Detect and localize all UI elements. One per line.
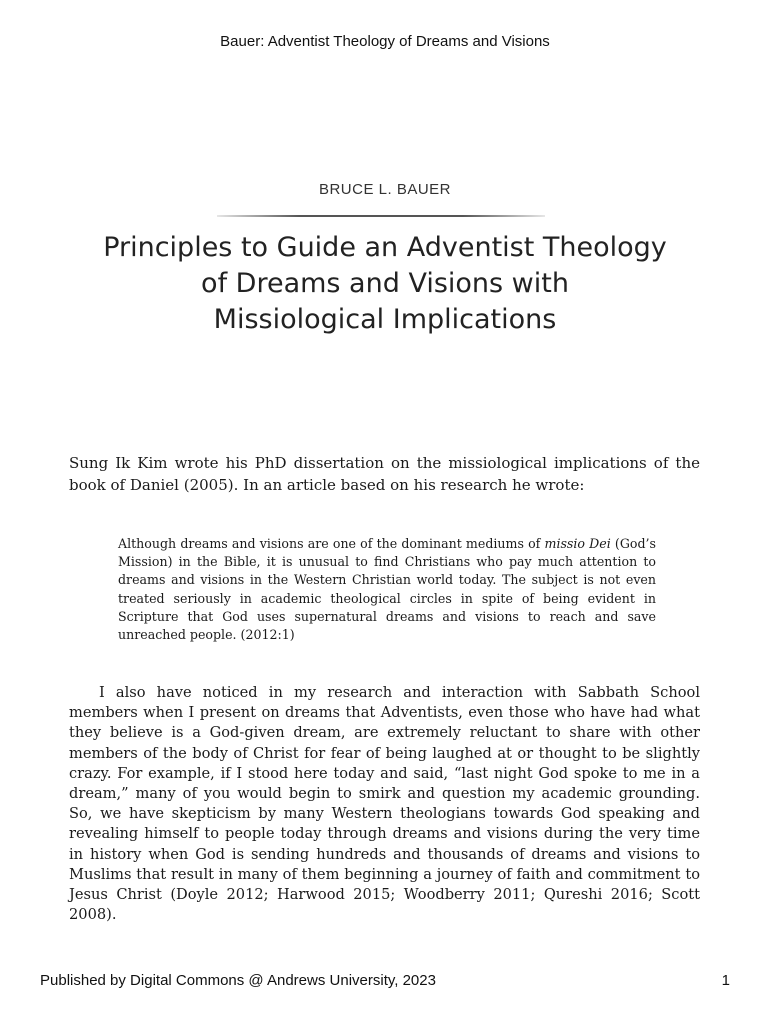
author-name: BRUCE L. BAUER — [318, 181, 452, 198]
publisher-credit: Published by Digital Commons @ Andrews University, 2023 — [40, 972, 436, 989]
article-title-line-2: of Dreams and Visions with — [201, 268, 569, 299]
quote-text-start: Although dreams and visions are one of the dominant mediums of — [118, 536, 545, 551]
body-paragraph: I also have noticed in my research and interaction with Sabbath School members when I present on dreams that Adventists, even those who have had what they believe is a God-given dream, are extremely reluctant to share with other members of the body of Christ for fear of being laughed at or thought to be slightly crazy. For example, if I stood here today and said, “last night God spoke to me in a dream,” many of you would begin to smirk and question my academic grounding. So, we have skepticism by many Western theologians towards God speaking and revealing himself to people today through dreams and visions during the very time in history when God is sending hundreds and thousands of dreams and visions to Muslims that result in many of them beginning a journey of faith and commitment to Jesus Christ (Doyle 2012; Harwood 2015; Woodberry 2011; Qureshi 2016; Scott 2008). — [69, 684, 700, 924]
intro-paragraph: Sung Ik Kim wrote his PhD dissertation on the missiological implications of the book of Daniel (2005). In an article based on his research he wrote: — [69, 454, 700, 494]
title-divider — [217, 215, 545, 217]
quote-italic-term: missio Dei — [544, 536, 611, 551]
article-title-line-1: Principles to Guide an Adventist Theology — [103, 232, 667, 263]
page-number: 1 — [721, 972, 730, 989]
article-title — [40, 230, 730, 338]
quote-text-end: (God’s Mission) in the Bible, it is unusual to find Christians who pay much attention to dreams and visions in the Western Christian world today. The subject is not even treated seriously in academic theological circles in spite of being evident in Scripture that God uses supernatural dreams and visions to reach and save unreached people. (2012:1) — [118, 536, 656, 643]
article-title-line-3: Missiological Implications — [213, 304, 557, 335]
running-header: Bauer: Adventist Theology of Dreams and Visions — [220, 33, 550, 50]
block-quote — [118, 535, 656, 644]
